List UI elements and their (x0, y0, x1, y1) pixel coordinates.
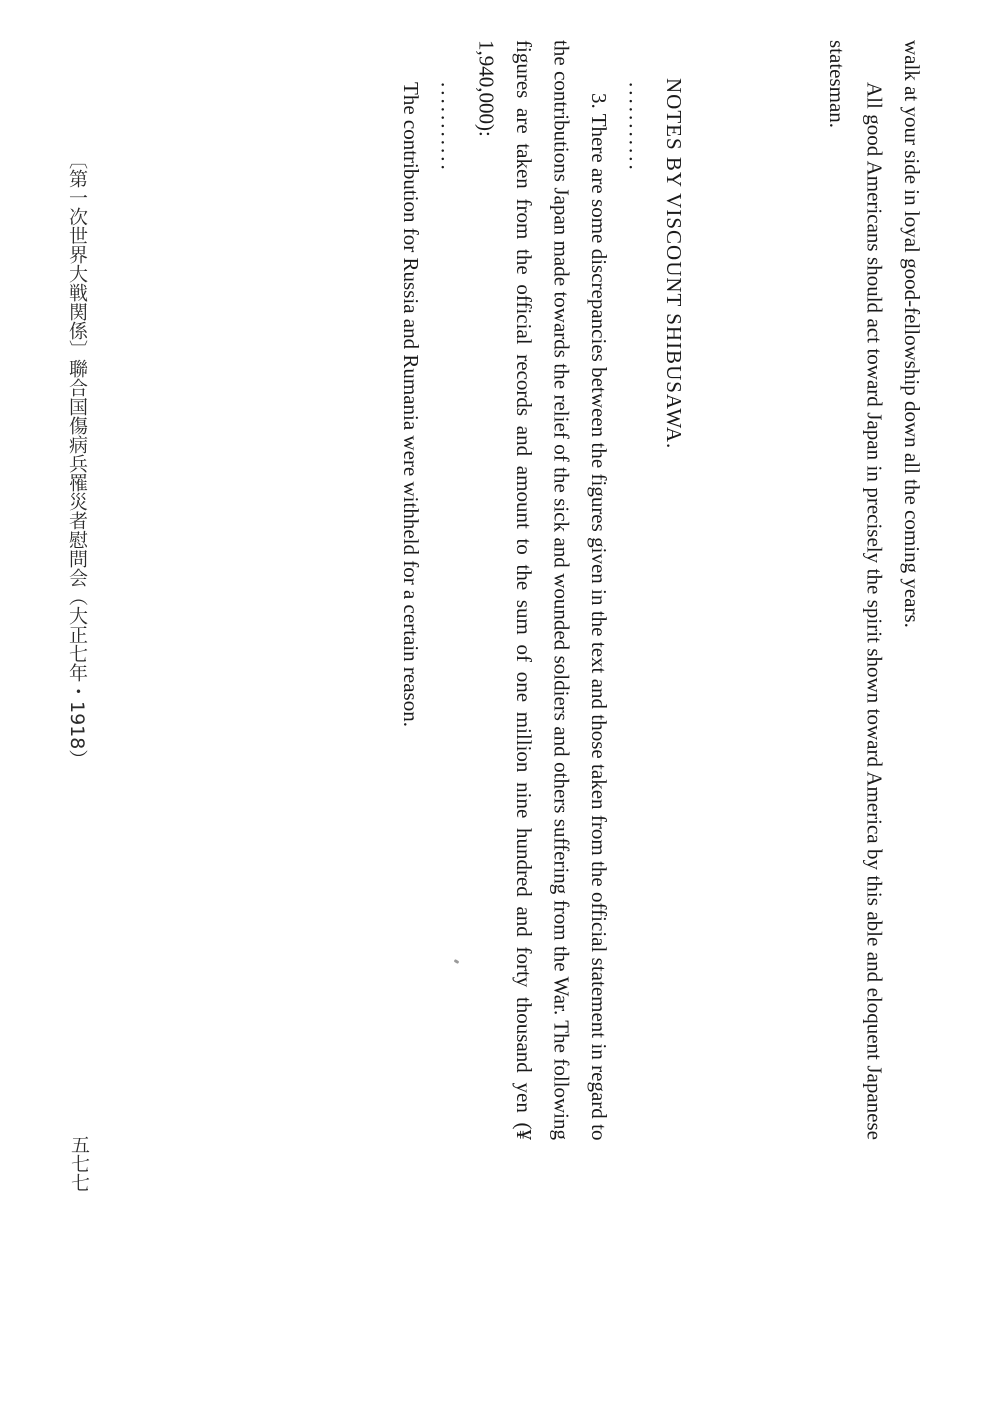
section-heading: NOTES BY VISCOUNT SHIBUSAWA. (662, 78, 687, 450)
paragraph-americans: All good Americans should act toward Japan in precisely the spirit shown toward America by this able and eloquent Japanese statesman. (824, 40, 887, 1140)
header-date: （大正七年・1918） (66, 587, 88, 769)
header-title: 聯合国傷病兵罹災者慰問会 (66, 359, 88, 587)
paragraph-continuation: walk at your side in loyal good-fellowship down all the coming years. (900, 40, 924, 628)
header-section: 〔第一次世界大戦関係〕 (66, 150, 88, 359)
ellipsis-separator-2: ........... (436, 82, 461, 173)
paragraph-discrepancies: 3. There are some discrepancies between the figures given in the text and those taken from the official statement in regard to the contributions Japan made towards the relief of the sick and wounded soldiers and others suffering from the War. The following figures are taken from the official records and amount to the sum of one million nine hundred and forty thousand yen (¥ 1,940,000): (474, 40, 612, 1140)
running-header (64, 150, 119, 769)
body-text (270, 40, 930, 1140)
ellipsis-separator: ........... (624, 82, 649, 173)
paragraph-contribution: The contribution for Russia and Rumania were withheld for a certain reason. (399, 82, 424, 727)
page-number: 五七七 (68, 1135, 90, 1192)
